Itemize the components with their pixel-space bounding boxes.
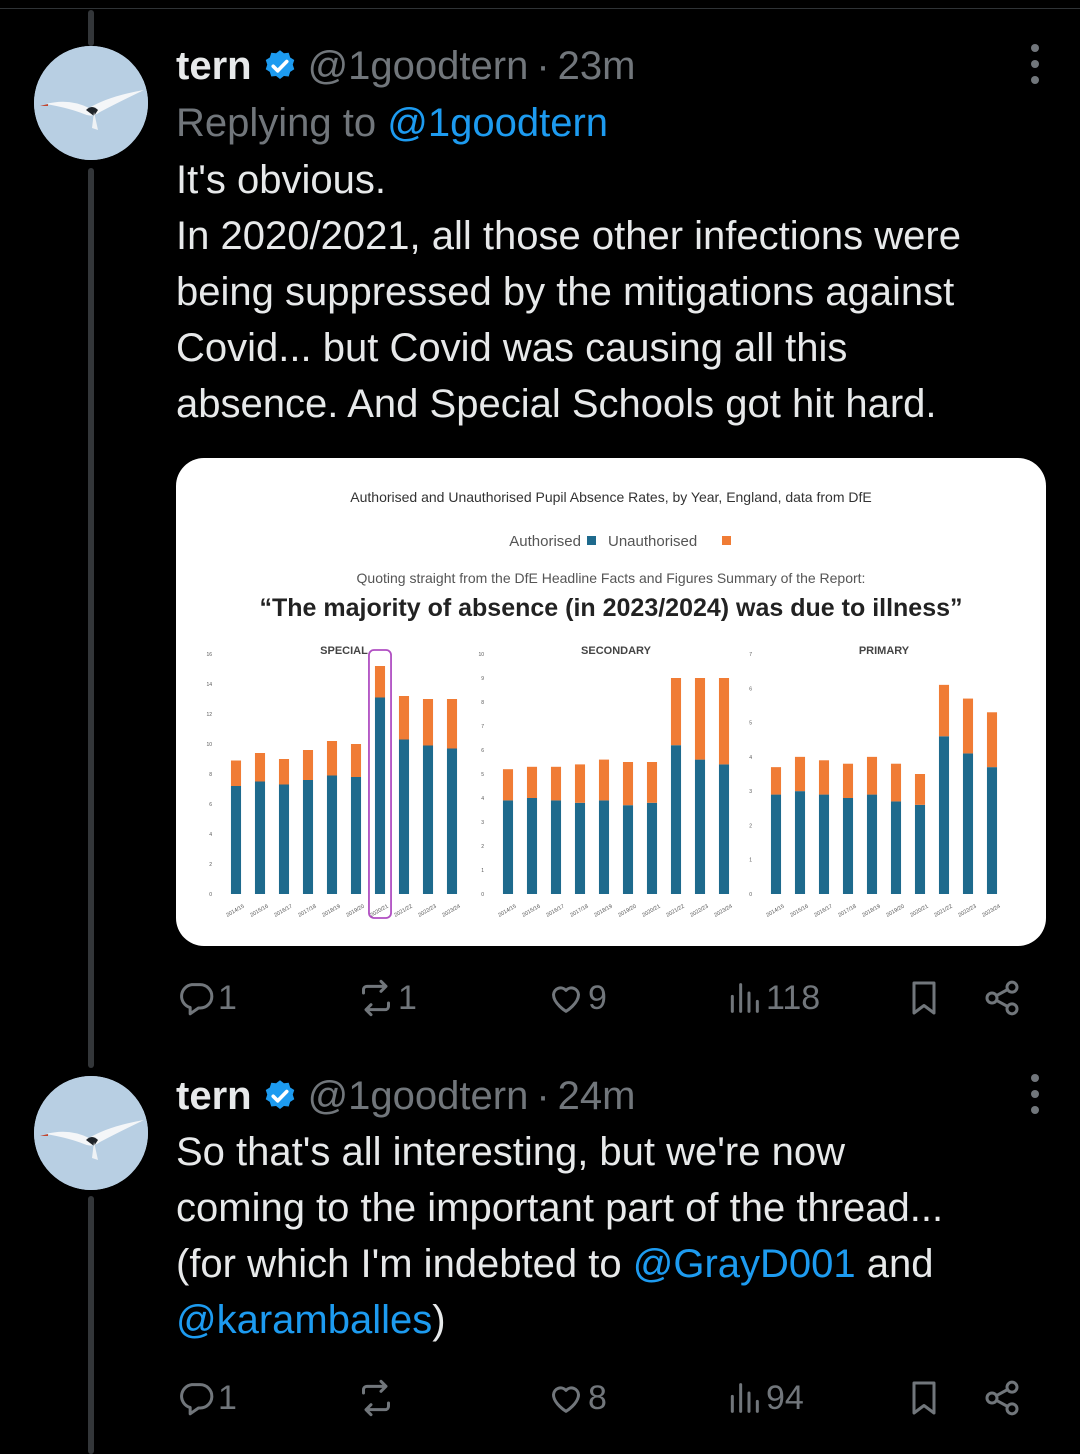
bar-unauthorised <box>819 760 829 794</box>
y-tick-label: 1 <box>481 868 484 874</box>
x-tick-label: 2021/22 <box>393 903 414 919</box>
x-tick-label: 2023/24 <box>441 903 462 919</box>
tweet-text <box>176 152 1056 432</box>
verified-badge-icon <box>262 48 298 84</box>
view-count: 94 <box>766 1378 804 1417</box>
thread-line-top <box>88 10 94 46</box>
heart-icon <box>546 978 586 1018</box>
reply-icon <box>176 1378 216 1418</box>
bar-unauthorised <box>399 696 409 740</box>
like-button[interactable] <box>546 970 607 1026</box>
bar-authorised <box>351 777 361 894</box>
views-button[interactable] <box>724 970 820 1026</box>
y-tick-label: 3 <box>749 789 752 796</box>
x-tick-label: 2014/15 <box>497 903 518 919</box>
bar-unauthorised <box>915 774 925 805</box>
bar-authorised <box>551 800 561 894</box>
y-tick-label: 14 <box>206 682 212 688</box>
x-tick-label: 2022/23 <box>957 903 978 919</box>
tweet-1[interactable] <box>176 38 1056 432</box>
y-tick-label: 6 <box>749 686 752 693</box>
mention-link[interactable]: @karamballes <box>176 1298 433 1342</box>
reply-icon <box>176 978 216 1018</box>
bar-unauthorised <box>423 699 433 746</box>
bar-authorised <box>719 764 729 894</box>
bar-unauthorised <box>867 757 877 795</box>
bookmark-icon <box>904 978 944 1018</box>
x-tick-label: 2018/19 <box>593 903 614 919</box>
legend-unauthorised: Unauthorised <box>608 533 698 550</box>
bar-authorised <box>327 776 337 895</box>
bar-authorised <box>503 800 513 894</box>
bar-unauthorised <box>671 678 681 745</box>
bar-authorised <box>843 798 853 894</box>
avatar[interactable] <box>34 46 148 160</box>
bar-unauthorised <box>575 764 585 802</box>
bar-authorised <box>231 786 241 894</box>
y-tick-label: 0 <box>749 892 752 898</box>
reply-count: 1 <box>218 978 237 1017</box>
y-tick-label: 6 <box>481 748 484 754</box>
y-tick-label: 10 <box>206 742 212 748</box>
bar-unauthorised <box>351 744 361 777</box>
share-button[interactable] <box>982 1370 1022 1426</box>
y-tick-label: 7 <box>481 724 484 730</box>
tweet-text <box>176 1124 1056 1348</box>
bar-unauthorised <box>771 767 781 794</box>
x-tick-label: 2019/20 <box>617 903 638 919</box>
bar-authorised <box>279 785 289 895</box>
attached-image[interactable] <box>176 458 1046 946</box>
like-count: 9 <box>588 978 607 1017</box>
x-tick-label: 2023/24 <box>713 903 734 919</box>
bar-authorised <box>695 760 705 894</box>
y-tick-label: 12 <box>206 712 212 718</box>
bar-authorised <box>303 780 313 894</box>
thread-line-2 <box>88 1196 94 1454</box>
bar-unauthorised <box>303 750 313 780</box>
like-button[interactable] <box>546 1370 607 1426</box>
bar-unauthorised <box>231 761 241 787</box>
tweet-line <box>176 1292 1056 1348</box>
bar-unauthorised <box>891 764 901 802</box>
bar-unauthorised <box>447 699 457 749</box>
bar-authorised <box>255 782 265 895</box>
y-tick-label: 8 <box>481 700 484 706</box>
y-tick-label: 8 <box>209 772 212 778</box>
repost-button[interactable] <box>356 1370 398 1426</box>
x-tick-label: 2019/20 <box>885 903 906 919</box>
share-icon <box>982 1378 1022 1418</box>
bar-authorised <box>819 795 829 894</box>
y-tick-label: 9 <box>481 676 484 682</box>
tweet-line: Covid... but Covid was causing all this <box>176 326 848 370</box>
x-tick-label: 2016/17 <box>545 903 566 919</box>
bar-unauthorised <box>987 712 997 767</box>
bar-authorised <box>867 795 877 894</box>
y-tick-label: 3 <box>481 820 484 826</box>
bar-authorised <box>795 791 805 894</box>
tweet-line: coming to the important part of the thread... <box>176 1186 944 1230</box>
views-button[interactable] <box>724 1370 804 1426</box>
more-options-icon[interactable] <box>1028 44 1042 84</box>
bar-authorised <box>375 698 385 895</box>
x-tick-label: 2020/21 <box>369 903 390 919</box>
share-icon <box>982 978 1022 1018</box>
handle[interactable]: @1goodtern <box>307 1073 529 1118</box>
legend-authorised: Authorised <box>509 533 581 550</box>
bar-authorised <box>987 767 997 894</box>
x-tick-label: 2016/17 <box>813 903 834 919</box>
x-tick-label: 2014/15 <box>225 903 246 919</box>
quote-intro: Quoting straight from the DfE Headline Facts and Figures Summary of the Report: <box>356 570 866 586</box>
tweet-header <box>176 1068 1056 1124</box>
tweet-line <box>176 1236 1056 1292</box>
heart-icon <box>546 1378 586 1418</box>
panel-title: SPECIAL <box>320 645 368 657</box>
bar-authorised <box>771 795 781 894</box>
x-tick-label: 2018/19 <box>321 903 342 919</box>
bar-unauthorised <box>623 762 633 805</box>
x-tick-label: 2020/21 <box>909 903 930 919</box>
handle[interactable]: @1goodtern <box>307 43 529 88</box>
bar-authorised <box>647 803 657 894</box>
top-divider <box>0 8 1080 9</box>
y-tick-label: 4 <box>481 796 484 802</box>
bookmark-button[interactable] <box>904 1370 944 1426</box>
x-tick-label: 2017/18 <box>297 903 318 919</box>
x-tick-label: 2022/23 <box>417 903 438 919</box>
bar-authorised <box>447 749 457 895</box>
y-tick-label: 2 <box>481 844 484 850</box>
y-tick-label: 4 <box>749 754 752 761</box>
view-count: 118 <box>766 978 821 1017</box>
timestamp[interactable]: 23m <box>557 43 636 88</box>
x-tick-label: 2021/22 <box>933 903 954 919</box>
bar-unauthorised <box>375 666 385 698</box>
y-tick-label: 6 <box>209 802 212 808</box>
bar-authorised <box>399 740 409 895</box>
y-tick-label: 5 <box>749 720 752 727</box>
y-tick-label: 16 <box>206 652 212 658</box>
tweet-line: So that's all interesting, but we're now <box>176 1130 845 1174</box>
tern-bird-image <box>34 1076 148 1190</box>
reply-button[interactable] <box>176 1370 237 1426</box>
panel-title: SECONDARY <box>581 645 651 657</box>
bar-unauthorised <box>939 685 949 736</box>
repost-count: 1 <box>398 978 417 1017</box>
bar-unauthorised <box>551 767 561 801</box>
y-tick-label: 5 <box>481 772 484 778</box>
absence-chart <box>176 458 1046 946</box>
bar-authorised <box>623 805 633 894</box>
legend-swatch-authorised <box>587 536 596 545</box>
bar-authorised <box>575 803 585 894</box>
bar-authorised <box>963 753 973 894</box>
tweet-1-actions <box>176 970 1056 1026</box>
repost-icon <box>356 978 396 1018</box>
tweet-line: In 2020/2021, all those other infections were <box>176 214 961 258</box>
views-icon <box>724 1378 764 1418</box>
legend-swatch-unauthorised <box>722 536 731 545</box>
x-tick-label: 2014/15 <box>765 903 786 919</box>
x-tick-label: 2015/16 <box>249 903 270 919</box>
y-tick-label: 4 <box>209 832 212 838</box>
tweet-2[interactable] <box>176 1068 1056 1348</box>
x-tick-label: 2018/19 <box>861 903 882 919</box>
bar-unauthorised <box>255 753 265 782</box>
bookmark-button[interactable] <box>904 970 944 1026</box>
y-tick-label: 7 <box>749 652 752 658</box>
y-tick-label: 1 <box>749 857 752 864</box>
bar-unauthorised <box>695 678 705 760</box>
timestamp[interactable]: 24m <box>557 1073 636 1118</box>
x-tick-label: 2019/20 <box>345 903 366 919</box>
bar-authorised <box>527 798 537 894</box>
repost-button[interactable] <box>356 970 417 1026</box>
panel-title: PRIMARY <box>858 645 910 657</box>
x-tick-label: 2021/22 <box>665 903 686 919</box>
thread-line-1 <box>88 168 94 1068</box>
separator-dot: · <box>536 1073 550 1118</box>
tweet-header <box>176 38 1056 94</box>
display-name[interactable]: tern <box>176 1073 252 1118</box>
reply-handle-link[interactable]: @1goodtern <box>387 101 609 145</box>
bar-unauthorised <box>647 762 657 803</box>
tweet-line: being suppressed by the mitigations against <box>176 270 955 314</box>
bar-unauthorised <box>843 764 853 798</box>
x-tick-label: 2017/18 <box>569 903 590 919</box>
y-tick-label: 2 <box>749 823 752 830</box>
tweet-line: It's obvious. <box>176 158 386 202</box>
bar-authorised <box>423 746 433 895</box>
display-name[interactable]: tern <box>176 43 252 88</box>
y-tick-label: 10 <box>478 652 484 658</box>
avatar[interactable] <box>34 1076 148 1190</box>
x-tick-label: 2016/17 <box>273 903 294 919</box>
x-tick-label: 2015/16 <box>521 903 542 919</box>
tweet-2-actions <box>176 1370 1056 1426</box>
bar-unauthorised <box>719 678 729 764</box>
quote-text: “The majority of absence (in 2023/2024) was due to illness” <box>259 594 963 622</box>
text-fragment: and <box>855 1242 934 1286</box>
reply-count: 1 <box>218 1378 237 1417</box>
share-button[interactable] <box>982 970 1022 1026</box>
chart-title: Authorised and Unauthorised Pupil Absence Rates, by Year, England, data from DfE <box>350 489 872 505</box>
text-fragment: ) <box>432 1298 446 1342</box>
bar-unauthorised <box>503 769 513 800</box>
x-tick-label: 2022/23 <box>689 903 710 919</box>
bar-authorised <box>939 736 949 894</box>
bar-authorised <box>891 801 901 894</box>
x-tick-label: 2020/21 <box>641 903 662 919</box>
bookmark-icon <box>904 1378 944 1418</box>
y-tick-label: 2 <box>209 862 212 868</box>
bar-authorised <box>915 805 925 894</box>
replying-to-label: Replying to <box>176 101 377 145</box>
bar-unauthorised <box>279 759 289 785</box>
x-tick-label: 2023/24 <box>981 903 1002 919</box>
bar-authorised <box>599 800 609 894</box>
bar-unauthorised <box>963 699 973 754</box>
separator-dot: · <box>536 43 550 88</box>
y-tick-label: 0 <box>209 892 212 898</box>
bar-authorised <box>671 745 681 894</box>
y-tick-label: 0 <box>481 892 484 898</box>
more-options-icon[interactable] <box>1028 1074 1042 1114</box>
like-count: 8 <box>588 1378 607 1417</box>
tern-bird-image <box>34 46 148 160</box>
replying-to <box>176 94 1056 152</box>
x-tick-label: 2015/16 <box>789 903 810 919</box>
bar-unauthorised <box>327 741 337 776</box>
tweet-line: absence. And Special Schools got hit hard. <box>176 382 937 426</box>
mention-link[interactable]: @GrayD001 <box>632 1242 856 1286</box>
bar-unauthorised <box>599 760 609 801</box>
bar-unauthorised <box>795 757 805 791</box>
x-tick-label: 2017/18 <box>837 903 858 919</box>
text-fragment: (for which I'm indebted to <box>176 1242 633 1286</box>
bar-unauthorised <box>527 767 537 798</box>
verified-badge-icon <box>262 1078 298 1114</box>
repost-icon <box>356 1378 396 1418</box>
reply-button[interactable] <box>176 970 237 1026</box>
views-icon <box>724 978 764 1018</box>
